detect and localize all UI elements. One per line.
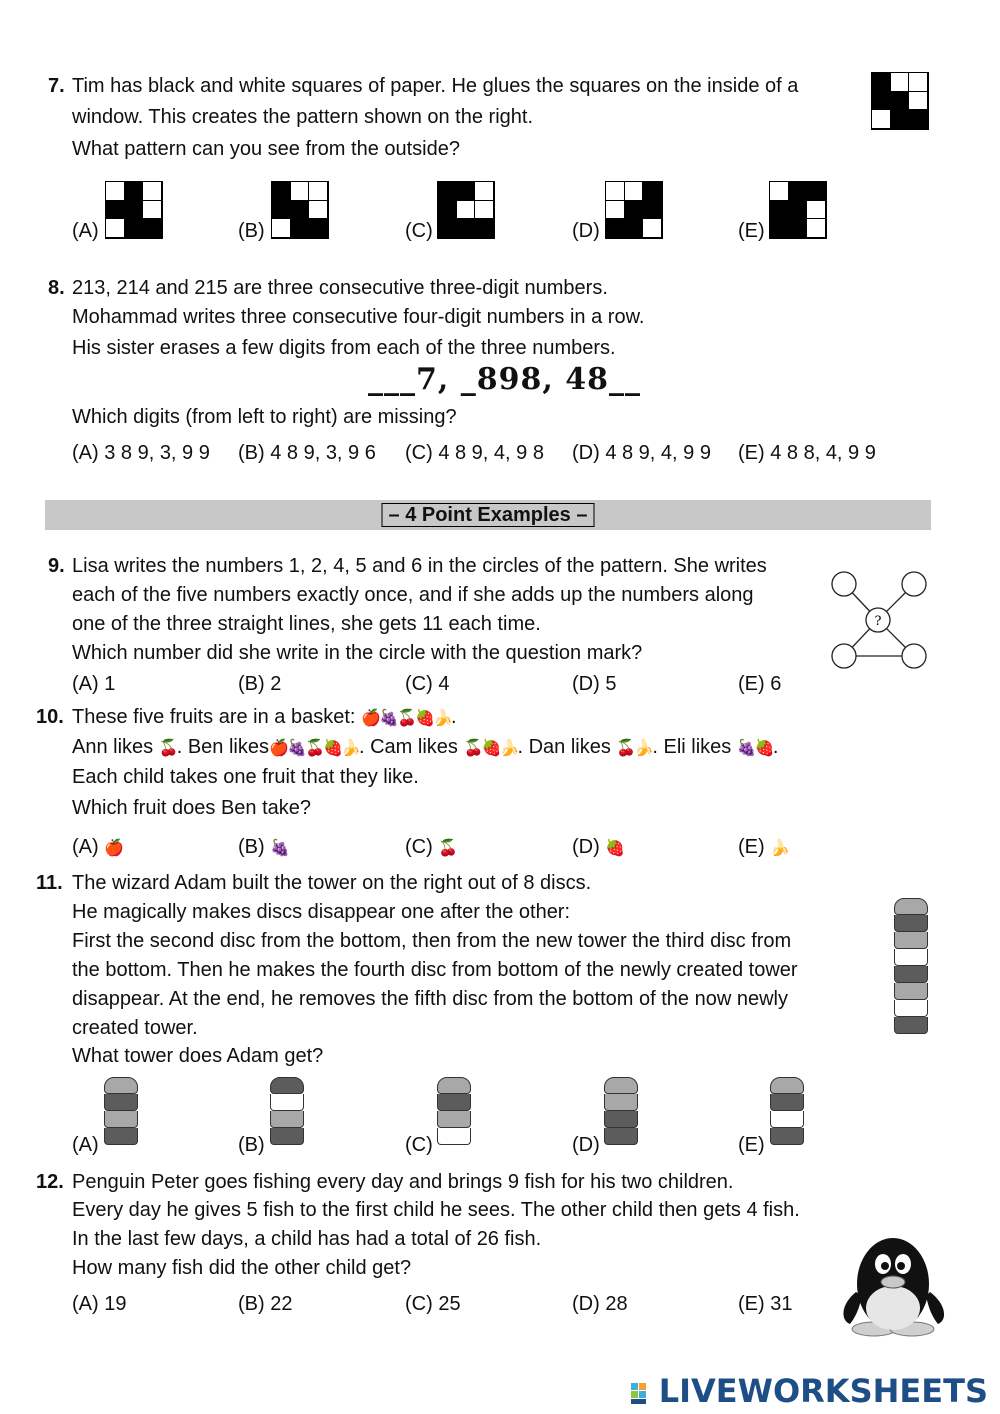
- q10-cam-label: . Cam likes: [358, 736, 458, 758]
- q8-option-d[interactable]: (D) 4 8 9, 4, 9 9: [572, 442, 711, 464]
- q10-intro: These five fruits are in a basket:: [72, 706, 356, 728]
- q7-option-d-pattern[interactable]: [605, 181, 663, 239]
- q7-window-pattern: [871, 72, 929, 130]
- q7-line-1: Tim has black and white squares of paper. He glues the squares on the inside of a: [72, 75, 799, 97]
- q7-option-a-label[interactable]: (A): [72, 220, 99, 242]
- cherry-icon: 🍒: [304, 740, 325, 757]
- section-title: – 4 Point Examples –: [382, 503, 595, 527]
- liveworksheets-logo[interactable]: [631, 1372, 988, 1410]
- q11-option-c-label[interactable]: (C): [405, 1134, 433, 1156]
- q8-option-a[interactable]: (A) 3 8 9, 3, 9 9: [72, 442, 210, 464]
- q11-option-e-label[interactable]: (E): [738, 1134, 765, 1156]
- q10-number: 10.: [36, 706, 64, 728]
- grapes-icon: 🍇: [270, 840, 291, 857]
- q11-line-5: disappear. At the end, he removes the fifth disc from the bottom of the now newly: [72, 988, 788, 1010]
- q11-option-c-tower[interactable]: [437, 1077, 471, 1145]
- q10-option-d[interactable]: (D) 🍓: [572, 836, 626, 858]
- q11-line-4: the bottom. Then he makes the fourth disc from bottom of the newly created tower: [72, 959, 798, 981]
- logo-text: LIVEWORKSHEETS: [658, 1372, 988, 1410]
- q7-option-e-label[interactable]: (E): [738, 220, 765, 242]
- banana-icon: 🍌: [499, 740, 520, 757]
- q10-option-a[interactable]: (A) 🍎: [72, 836, 125, 858]
- q7-option-c-pattern[interactable]: [437, 181, 495, 239]
- q7-option-a-pattern[interactable]: [105, 181, 163, 239]
- q9-option-c[interactable]: (C) 4: [405, 673, 450, 695]
- apple-icon: 🍎: [361, 710, 381, 727]
- q11-option-d-tower[interactable]: [604, 1077, 638, 1145]
- q9-number: 9.: [48, 555, 65, 577]
- apple-icon: 🍎: [104, 840, 125, 857]
- q10-option-b[interactable]: (B) 🍇: [238, 836, 291, 858]
- q10-dan-label: . Dan likes: [517, 736, 611, 758]
- q10-intro-line: These five fruits are in a basket: 🍎🍇🍒🍓🍌.: [72, 706, 457, 728]
- q11-option-d-label[interactable]: (D): [572, 1134, 600, 1156]
- cherry-icon: 🍒: [158, 740, 179, 757]
- q10-option-c[interactable]: (C) 🍒: [405, 836, 459, 858]
- q10-ann-label: Ann likes: [72, 736, 154, 758]
- q8-line-2: Mohammad writes three consecutive four-digit numbers in a row.: [72, 306, 645, 328]
- banana-icon: 🍌: [340, 740, 361, 757]
- q10-line-2: Each child takes one fruit that they like.: [72, 766, 419, 788]
- q9-line-2: each of the five numbers exactly once, and if she adds up the numbers along: [72, 584, 754, 606]
- strawberry-icon: 🍓: [605, 840, 626, 857]
- logo-mark-icon: [631, 1381, 655, 1405]
- q11-option-b-tower[interactable]: [270, 1077, 304, 1145]
- q12-line-3: In the last few days, a child has had a total of 26 fish.: [72, 1228, 542, 1250]
- q9-circle-pattern: [826, 568, 932, 672]
- q12-option-e[interactable]: (E) 31: [738, 1293, 793, 1315]
- q10-ben-label: . Ben likes: [176, 736, 269, 758]
- apple-icon: 🍎: [268, 740, 289, 757]
- q10-option-e[interactable]: (E) 🍌: [738, 836, 791, 858]
- q11-line-2: He magically makes discs disappear one after the other:: [72, 901, 571, 923]
- q9-line-1: Lisa writes the numbers 1, 2, 4, 5 and 6 in the circles of the pattern. She writes: [72, 555, 767, 577]
- q7-line-2: window. This creates the pattern shown on the right.: [72, 106, 534, 128]
- q11-number: 11.: [36, 872, 63, 894]
- banana-icon: 🍌: [770, 840, 791, 857]
- q11-option-e-tower[interactable]: [770, 1077, 804, 1145]
- cherry-icon: 🍒: [463, 740, 484, 757]
- cherry-icon: 🍒: [616, 740, 637, 757]
- q9-question-mark: ?: [874, 614, 882, 629]
- grapes-icon: 🍇: [736, 740, 757, 757]
- strawberry-icon: 🍓: [481, 740, 502, 757]
- q7-option-e-pattern[interactable]: [769, 181, 827, 239]
- q9-line-4: Which number did she write in the circle with the question mark?: [72, 642, 643, 664]
- cherry-icon: 🍒: [438, 840, 459, 857]
- q8-option-c[interactable]: (C) 4 8 9, 4, 9 8: [405, 442, 544, 464]
- q7-line-3: What pattern can you see from the outside?: [72, 138, 460, 160]
- q8-question: Which digits (from left to right) are missing?: [72, 406, 457, 428]
- q8-option-b[interactable]: (B) 4 8 9, 3, 9 6: [238, 442, 376, 464]
- penguin-icon: [836, 1234, 956, 1340]
- strawberry-icon: 🍓: [322, 740, 343, 757]
- banana-icon: 🍌: [433, 710, 453, 727]
- q9-line-3: one of the three straight lines, she gets 11 each time.: [72, 613, 541, 635]
- q11-option-b-label[interactable]: (B): [238, 1134, 265, 1156]
- q10-eli-label: . Eli likes: [652, 736, 732, 758]
- q8-line-1: 213, 214 and 215 are three consecutive three-digit numbers.: [72, 277, 608, 299]
- q12-line-4: How many fish did the other child get?: [72, 1257, 412, 1279]
- q12-option-a[interactable]: (A) 19: [72, 1293, 127, 1315]
- q11-option-a-label[interactable]: (A): [72, 1134, 99, 1156]
- q11-option-a-tower[interactable]: [104, 1077, 138, 1145]
- q9-option-b[interactable]: (B) 2: [238, 673, 282, 695]
- q11-original-tower: [894, 898, 928, 1034]
- q12-option-d[interactable]: (D) 28: [572, 1293, 628, 1315]
- q8-option-e[interactable]: (E) 4 8 8, 4, 9 9: [738, 442, 876, 464]
- q9-option-e[interactable]: (E) 6: [738, 673, 782, 695]
- q7-number: 7.: [48, 75, 65, 97]
- q10-line-3: Which fruit does Ben take?: [72, 797, 312, 819]
- q8-erased-numbers: ___7, _898, 48__: [368, 362, 642, 397]
- q11-line-6: created tower.: [72, 1017, 198, 1039]
- q8-number: 8.: [48, 277, 65, 299]
- q12-number: 12.: [36, 1171, 64, 1193]
- q12-option-c[interactable]: (C) 25: [405, 1293, 461, 1315]
- q11-line-7: What tower does Adam get?: [72, 1045, 324, 1067]
- q9-option-a[interactable]: (A) 1: [72, 673, 116, 695]
- grapes-icon: 🍇: [286, 740, 307, 757]
- q9-option-d[interactable]: (D) 5: [572, 673, 617, 695]
- q12-option-b[interactable]: (B) 22: [238, 1293, 293, 1315]
- q11-line-1: The wizard Adam built the tower on the right out of 8 discs.: [72, 872, 592, 894]
- q8-line-3: His sister erases a few digits from each of the three numbers.: [72, 337, 616, 359]
- q12-line-1: Penguin Peter goes fishing every day and brings 9 fish for his two children.: [72, 1171, 734, 1193]
- q7-option-b-pattern[interactable]: [271, 181, 329, 239]
- q12-line-2: Every day he gives 5 fish to the first child he sees. The other child then gets 4 fish.: [72, 1199, 800, 1221]
- banana-icon: 🍌: [634, 740, 655, 757]
- q10-likes-line: Ann likes 🍒. Ben likes🍎🍇🍒🍓🍌. Cam likes 🍒🍓🍌. Dan likes 🍒🍌. Eli likes 🍇🍓.: [72, 736, 779, 758]
- q7-option-c-label[interactable]: (C): [405, 220, 433, 242]
- q7-option-b-label[interactable]: (B): [238, 220, 265, 242]
- grapes-icon: 🍇: [379, 710, 399, 727]
- q11-line-3: First the second disc from the bottom, then from the new tower the third disc from: [72, 930, 792, 952]
- strawberry-icon: 🍓: [754, 740, 775, 757]
- section-header: [45, 500, 931, 530]
- cherry-icon: 🍒: [397, 710, 417, 727]
- q7-option-d-label[interactable]: (D): [572, 220, 600, 242]
- strawberry-icon: 🍓: [415, 710, 435, 727]
